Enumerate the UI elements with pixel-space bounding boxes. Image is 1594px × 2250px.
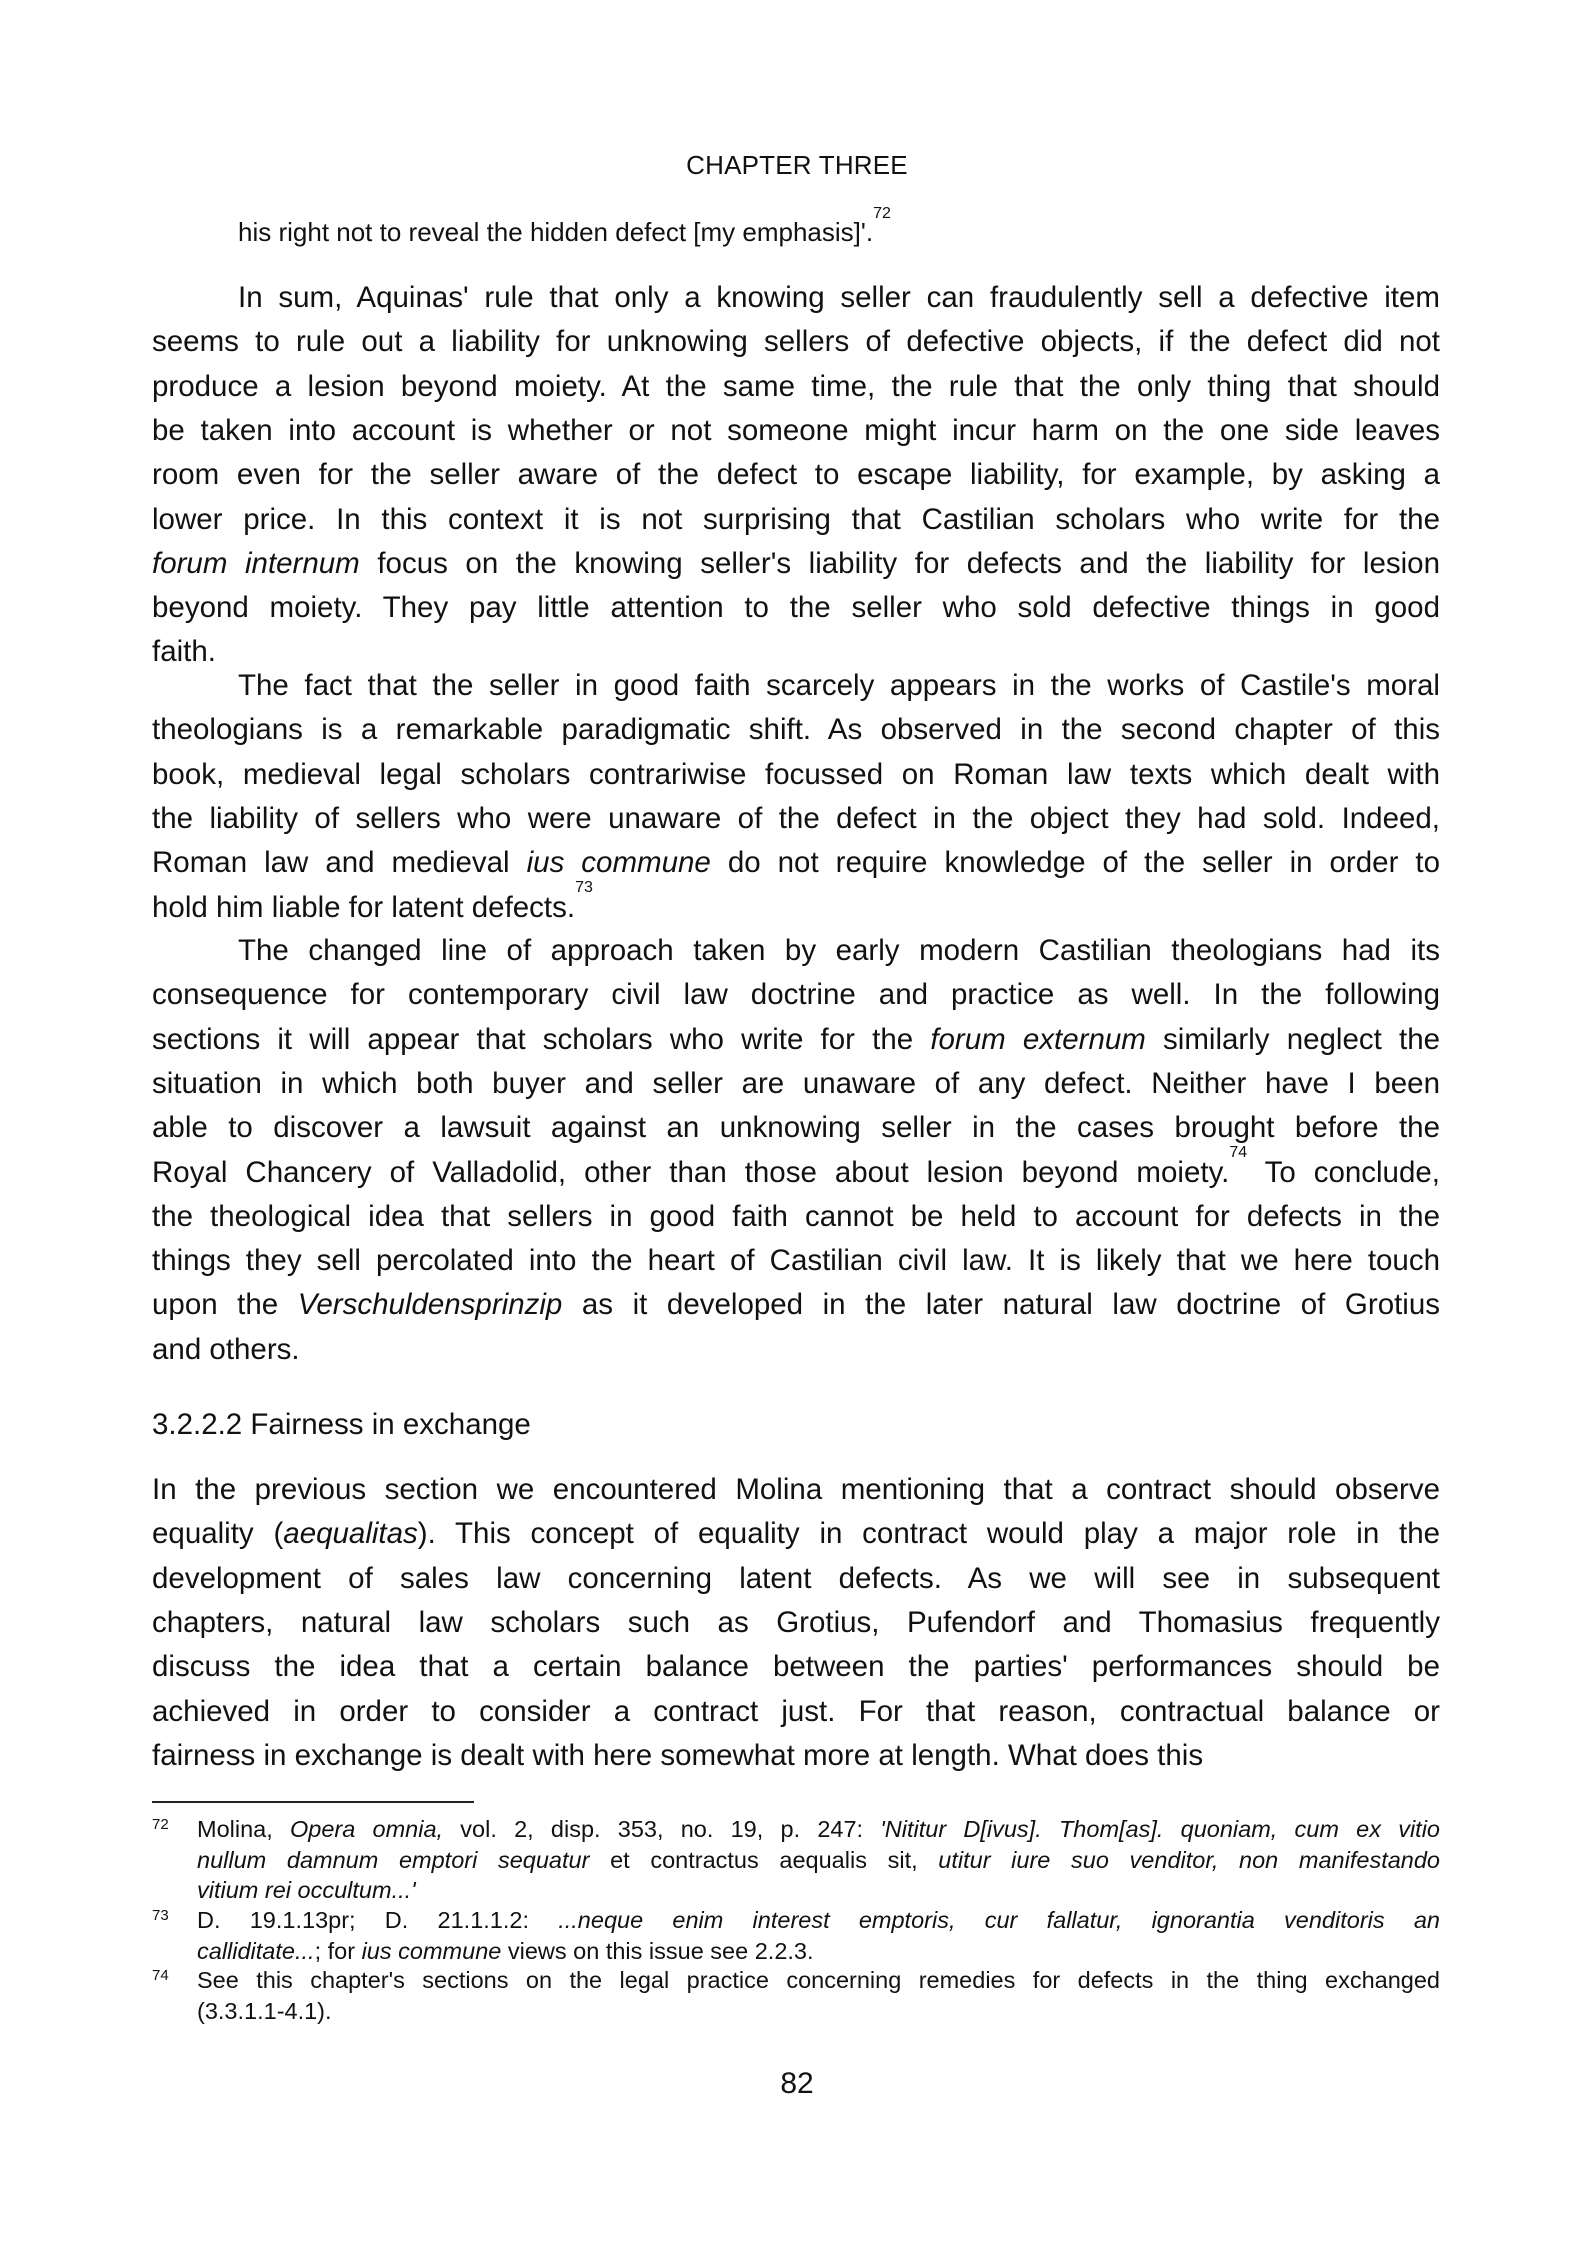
footnote-line: vitium rei occultum...' [197,1877,416,1903]
text-line: In the previous section we encountered Molina mentioning that a contract should observe [152,1473,1440,1506]
footnote-line: See this chapter's sections on the legal practice concerning remedies for defects in the thing exchanged [197,1967,1440,1993]
text-line: discuss the idea that a certain balance between the parties' performances should be [152,1650,1440,1684]
text-line: seems to rule out a liability for unknowing sellers of defective objects, if the defect did not [152,325,1440,359]
footnote-number-74: 74 [152,1967,169,1984]
text-line: Roman law and medieval ius commune do not require knowledge of the seller in order to [152,846,1440,880]
text-line: room even for the seller aware of the defect to escape liability, for example, by asking a [152,458,1440,492]
text-line: chapters, natural law scholars such as Grotius, Pufendorf and Thomasius frequently [152,1605,1440,1639]
text-line: book, medieval legal scholars contrariwise focussed on Roman law texts which dealt with [152,757,1440,791]
text-line: The changed line of approach taken by early modern Castilian theologians had its [238,934,1440,967]
text-line: equality (aequalitas). This concept of equality in contract would play a major role in the [152,1517,1441,1551]
text-line: In sum, Aquinas' rule that only a knowing seller can fraudulently sell a defective item [238,281,1440,314]
text-line: upon the Verschuldensprinzip as it developed in the later natural law doctrine of Grotius [152,1288,1441,1322]
text-line: theologians is a remarkable paradigmatic shift. As observed in the second chapter of this [152,713,1440,747]
text-line: achieved in order to consider a contract just. For that reason, contractual balance or [152,1694,1440,1728]
text-line: produce a lesion beyond moiety. At the same time, the rule that the only thing that should [152,369,1440,403]
running-head: CHAPTER THREE [686,150,908,180]
page-number: 82 [780,2067,814,2100]
quote-tail [238,205,891,252]
text-line: able to discover a lawsuit against an unknowing seller in the cases brought before the [152,1111,1440,1145]
text-line: forum internum focus on the knowing seller's liability for defects and the liability for lesion [152,546,1440,580]
text-line: situation in which both buyer and seller are unaware of any defect. Neither have I been [152,1066,1440,1100]
footnote-line: D. 19.1.13pr; D. 21.1.1.2: ...neque enim interest emptoris, cur fallatur, ignorantia venditoris an [197,1907,1440,1933]
text-line: things they sell percolated into the heart of Castilian civil law. It is likely that we here touch [152,1244,1440,1278]
section-heading: 3.2.2.2 Fairness in exchange [152,1408,531,1441]
footnote-ref-73[interactable]: 73 [575,878,593,896]
footnote-number-73: 73 [152,1907,169,1924]
text-line: development of sales law concerning latent defects. As we will see in subsequent [152,1561,1440,1595]
text-line: consequence for contemporary civil law doctrine and practice as well. In the following [152,978,1440,1012]
footnote-ref-72[interactable]: 72 [873,205,891,222]
text-line: and others. [152,1332,300,1366]
text-line: the theological idea that sellers in good faith cannot be held to account for defects in the [152,1199,1440,1233]
quote-text: his right not to reveal the hidden defect [my emphasis]'. [238,217,874,247]
text-line: hold him liable for latent defects.$^{73}$ [152,878,593,924]
footnote-line: calliditate...; for ius commune views on this issue see 2.2.3. [197,1937,814,1964]
text-line: sections it will appear that scholars who write for the forum externum similarly neglect the [152,1022,1441,1056]
text-line: Royal Chancery of Valladolid, other than those about lesion beyond moiety.$^{74}$ To conclude, [152,1143,1440,1189]
text-line: fairness in exchange is dealt with here somewhat more at length. What does this [152,1738,1204,1772]
footnote-line: Molina, Opera omnia, vol. 2, disp. 353, no. 19, p. 247: 'Nititur D[ivus]. Thom[as]. quoniam, cum ex vitio [197,1816,1440,1842]
footnote-number-72: 72 [152,1816,169,1833]
footnote-line: (3.3.1.1-4.1). [197,1997,332,2024]
text-line: lower price. In this context it is not surprising that Castilian scholars who write for the [152,502,1440,536]
text-line: faith. [152,635,216,669]
text-line: The fact that the seller in good faith scarcely appears in the works of Castile's moral [238,669,1440,702]
text-line: beyond moiety. They pay little attention to the seller who sold defective things in good [152,591,1440,625]
footnote-ref-74[interactable]: 74 [1229,1143,1248,1161]
text-line: be taken into account is whether or not someone might incur harm on the one side leaves [152,413,1440,447]
footnote-separator [152,1801,474,1803]
footnote-line: nullum damnum emptori sequatur et contractus aequalis sit, utitur iure suo venditor, non manifestando [197,1846,1440,1873]
text-line: the liability of sellers who were unaware of the defect in the object they had sold. Indeed, [152,801,1440,835]
